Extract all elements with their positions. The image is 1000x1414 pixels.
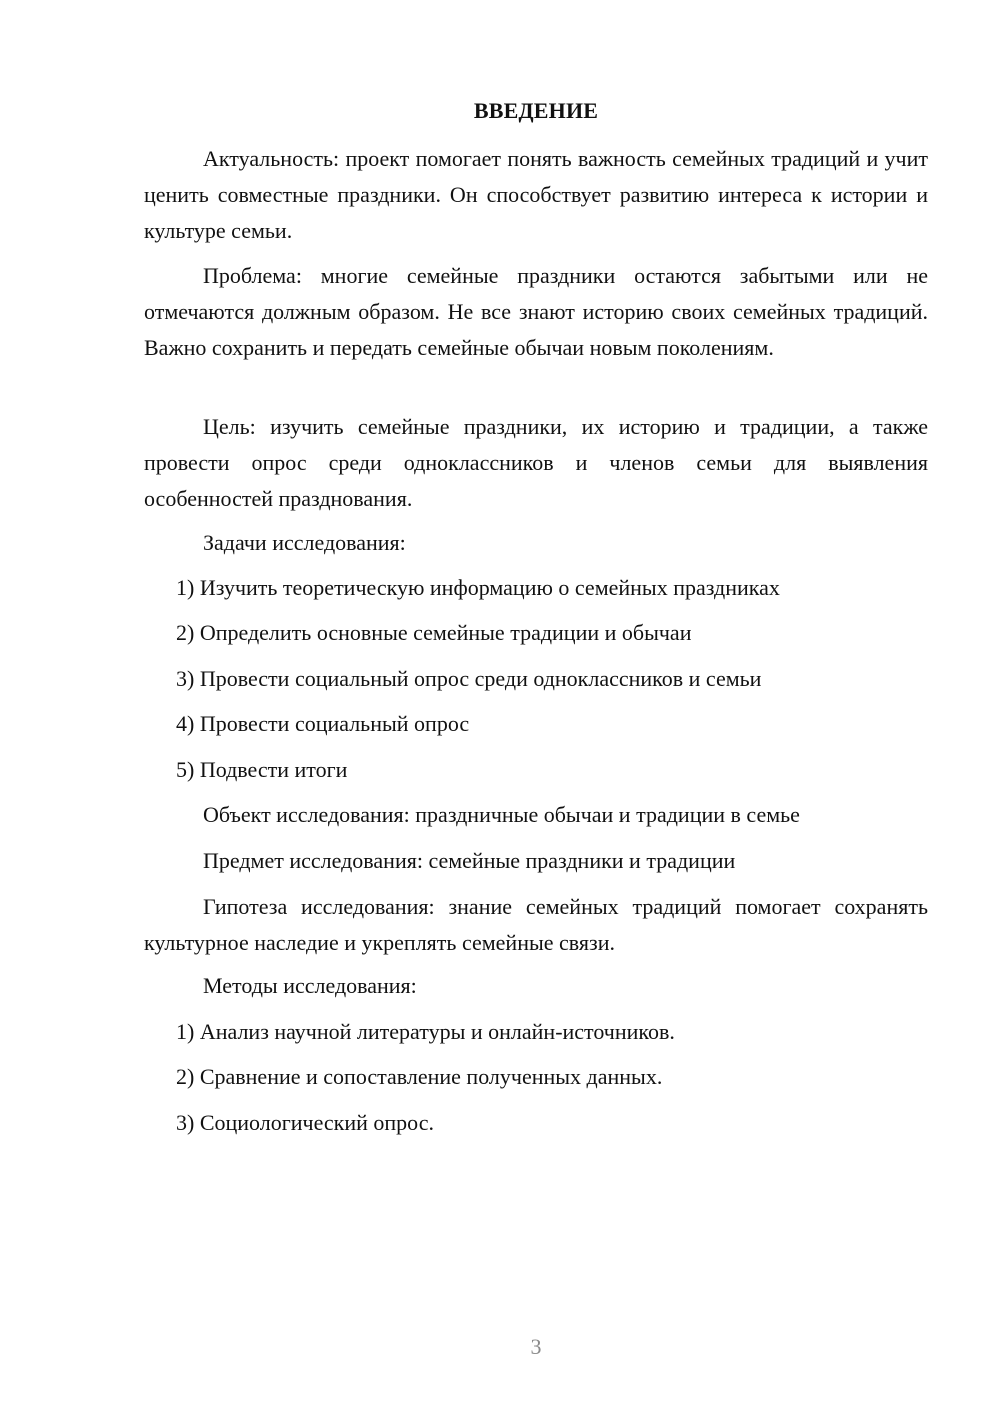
method-item-1: 1) Анализ научной литературы и онлайн-источников.	[176, 1019, 675, 1044]
hypothesis-paragraph: Гипотеза исследования: знание семейных традиций помогает сохранять культурное наследие и укреплять семейные связи.	[144, 894, 928, 955]
task-item-3: 3) Провести социальный опрос среди одноклассников и семьи	[176, 666, 762, 691]
method-item-3: 3) Социологический опрос.	[176, 1110, 434, 1135]
task-item-4: 4) Провести социальный опрос	[176, 711, 470, 736]
problem-paragraph: Проблема: многие семейные праздники остаются забытыми или не отмечаются должным образом. Не все знают историю своих семейных традиций. Важно сохранить и передать семейные обычаи новым поколениям.	[144, 263, 928, 360]
method-item-2: 2) Сравнение и сопоставление полученных данных.	[176, 1064, 663, 1089]
task-item-1: 1) Изучить теоретическую информацию о семейных праздниках	[176, 575, 780, 600]
document-page	[144, 0, 928, 1414]
task-item-5: 5) Подвести итоги	[176, 757, 348, 782]
tasks-heading: Задачи исследования:	[203, 530, 406, 555]
page-number: 3	[530, 1334, 542, 1359]
relevance-paragraph: Актуальность: проект помогает понять важность семейных традиций и учит ценить совместные праздники. Он способствует развитию интереса к истории и культуре семьи.	[144, 146, 928, 243]
section-title: ВВЕДЕНИЕ	[473, 98, 599, 123]
methods-heading: Методы исследования:	[203, 973, 417, 998]
task-item-2: 2) Определить основные семейные традиции и обычаи	[176, 620, 692, 645]
subject-line: Предмет исследования: семейные праздники и традиции	[203, 848, 736, 873]
object-line: Объект исследования: праздничные обычаи и традиции в семье	[203, 802, 800, 827]
goal-paragraph: Цель: изучить семейные праздники, их историю и традиции, а также провести опрос среди одноклассников и членов семьи для выявления особенностей празднования.	[144, 414, 928, 511]
